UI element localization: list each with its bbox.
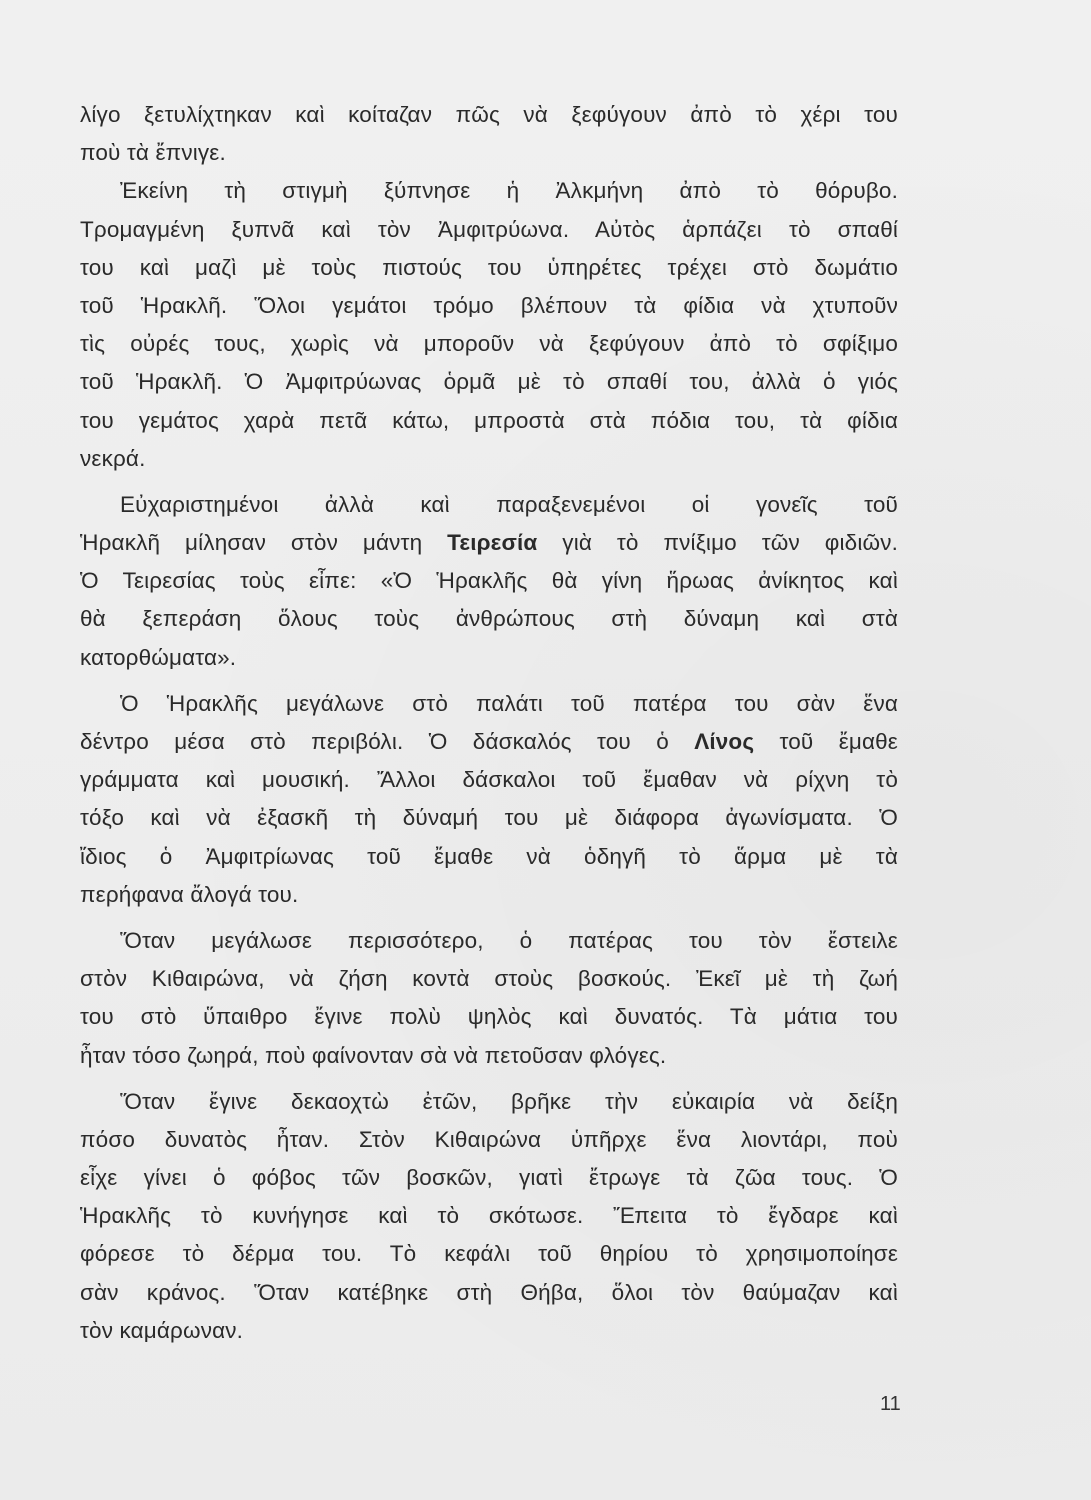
text-line: Ὅταν μεγάλωσε περισσότερο, ὁ πατέρας του τὸν ἔστειλε (120, 927, 898, 953)
text-line: ποὺ τὰ ἔπνιγε. (80, 140, 226, 166)
text-line: εἶχε γίνει ὁ φόβος τῶν βοσκῶν, γιατὶ ἔτρωγε τὰ ζῶα τους. Ὁ (80, 1165, 898, 1191)
page-number: 11 (880, 1393, 901, 1415)
text-line: θὰ ξεπεράση ὅλους τοὺς ἀνθρώπους στὴ δύναμη καὶ στὰ (80, 606, 898, 632)
name-linos: Λίνος (694, 729, 755, 754)
text-line: κατορθώματα». (80, 644, 237, 670)
text-line: ἴδιος ὁ Ἀμφιτρίωνας τοῦ ἔμαθε νὰ ὁδηγῆ τὸ ἅρμα μὲ τὰ (80, 843, 898, 869)
text-line: Ὁ Τειρεσίας τοὺς εἶπε: «Ὁ Ἡρακλῆς θὰ γίνη ἥρωας ἀνίκητος καὶ (80, 568, 898, 594)
text-line: λίγο ξετυλίχτηκαν καὶ κοίταζαν πῶς νὰ ξεφύγουν ἀπὸ τὸ χέρι του (80, 102, 898, 127)
text-line: Ἡρακλῆς τὸ κυνήγησε καὶ τὸ σκότωσε. Ἔπειτα τὸ ἔγδαρε καὶ (80, 1203, 898, 1229)
text-line: Ἡρακλῆ μίλησαν στὸν μάντη Τειρεσία γιὰ τὸ πνίξιμο τῶν φιδιῶν. (80, 530, 898, 556)
text-line: του στὸ ὕπαιθρο ἔγινε πολὺ ψηλὸς καὶ δυνατός. Τὰ μάτια του (80, 1004, 898, 1030)
text-line: Ὅταν ἔγινε δεκαοχτὼ ἐτῶν, βρῆκε τὴν εὐκαιρία νὰ δείξη (120, 1088, 898, 1114)
text-line: ἦταν τόσο ζωηρά, ποὺ φαίνονταν σὰ νὰ πετοῦσαν φλόγες. (80, 1042, 667, 1068)
text-line: Ὁ Ἡρακλῆς μεγάλωνε στὸ παλάτι τοῦ πατέρα του σὰν ἕνα (120, 690, 898, 716)
text-line: στὸν Κιθαιρώνα, νὰ ζήση κοντὰ στοὺς βοσκούς. Ἐκεῖ μὲ τὴ ζωή (80, 966, 898, 992)
text-line: του γεμάτος χαρὰ πετᾶ κάτω, μπροστὰ στὰ πόδια του, τὰ φίδια (80, 407, 898, 433)
text-line: φόρεσε τὸ δέρμα του. Τὸ κεφάλι τοῦ θηρίου τὸ χρησιμοποίησε (80, 1241, 898, 1267)
text-line: Εὐχαριστημένοι ἀλλὰ καὶ παραξενεμένοι οἱ γονεῖς τοῦ (120, 491, 898, 517)
text-line: περήφανα ἄλογά του. (80, 881, 299, 907)
text-line: γράμματα καὶ μουσική. Ἄλλοι δάσκαλοι τοῦ ἔμαθαν νὰ ρίχνη τὸ (80, 767, 898, 793)
name-tiresias: Τειρεσία (447, 530, 538, 556)
text-line: Τρομαγμένη ξυπνᾶ καὶ τὸν Ἀμφιτρύωνα. Αὐτὸς ἁρπάζει τὸ σπαθί (80, 216, 898, 242)
text-line: σὰν κράνος. Ὅταν κατέβηκε στὴ Θήβα, ὅλοι τὸν θαύμαζαν καὶ (80, 1279, 898, 1305)
text-line: τοῦ Ἡρακλῆ. Ὁ Ἀμφιτρύωνας ὁρμᾶ μὲ τὸ σπαθί του, ἀλλὰ ὁ γιός (80, 369, 898, 395)
text-line: δέντρο μέσα στὸ περιβόλι. Ὁ δάσκαλός του ὁ Λίνος τοῦ ἔμαθε (80, 729, 898, 754)
text-line: τόξο καὶ νὰ ἐξασκῆ τὴ δύναμή του μὲ διάφορα ἀγωνίσματα. Ὁ (80, 805, 898, 831)
text-line: του καὶ μαζὶ μὲ τοὺς πιστούς του ὑπηρέτες τρέχει στὸ δωμάτιο (80, 254, 898, 280)
text-line: πόσο δυνατὸς ἦταν. Στὸν Κιθαιρώνα ὑπῆρχε ἕνα λιοντάρι, ποὺ (80, 1126, 898, 1152)
text-line: τὶς οὐρές τους, χωρὶς νὰ μποροῦν νὰ ξεφύγουν ἀπὸ τὸ σφίξιμο (80, 331, 898, 357)
text-line: τὸν καμάρωναν. (80, 1317, 244, 1343)
text-line: Ἐκείνη τὴ στιγμὴ ξύπνησε ἡ Ἀλκμήνη ἀπὸ τὸ θόρυβο. (120, 178, 898, 204)
text-line: νεκρά. (80, 445, 146, 471)
body-text (80, 96, 898, 1350)
text-line: τοῦ Ἡρακλῆ. Ὅλοι γεμάτοι τρόμο βλέπουν τὰ φίδια νὰ χτυποῦν (80, 292, 898, 318)
